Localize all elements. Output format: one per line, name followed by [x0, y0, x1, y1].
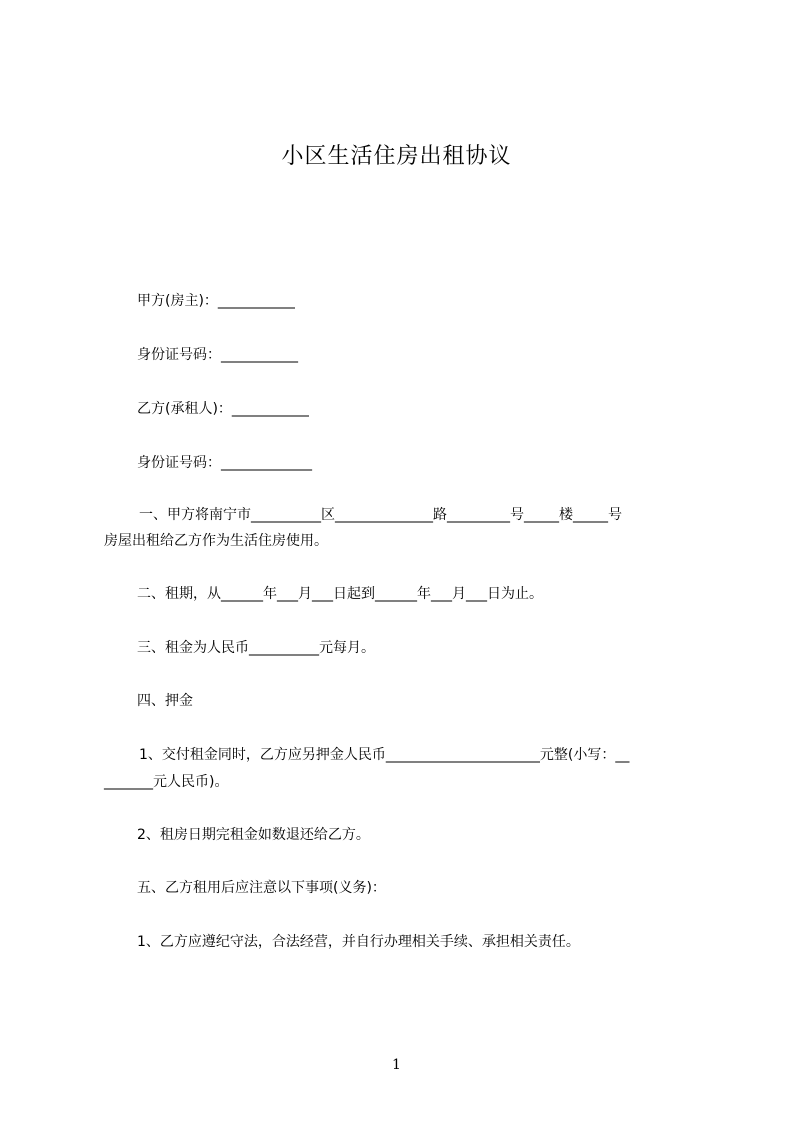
- clause-3-line: 三、租金为人民币__________元每月。: [137, 640, 375, 656]
- party-a-line: 甲方(房主)：___________: [137, 293, 295, 309]
- clause-2-line: 二、租期，从______年___月___日起到______年___月___日为止。: [137, 586, 543, 602]
- document-title: 小区生活住房出租协议: [281, 144, 512, 169]
- clause-5-heading: 五、乙方租用后应注意以下事项(义务)：: [137, 880, 386, 896]
- clause-4-heading: 四、押金: [137, 693, 193, 709]
- clause-4-item-1-line-2: _______元人民币)。: [104, 774, 229, 790]
- clause-1-line-1: 一、甲方将南宁市__________区______________路_________号_____楼_____号: [139, 507, 622, 523]
- clause-1-line-2: 房屋出租给乙方作为生活住房使用。: [104, 533, 328, 549]
- party-b-id-line: 身份证号码：_____________: [137, 455, 312, 471]
- clause-5-item-1-line: 1、乙方应遵纪守法，合法经营，并自行办理相关手续、承担相关责任。: [137, 934, 580, 950]
- page-number: 1: [392, 1057, 401, 1073]
- party-b-line: 乙方(承租人)：___________: [137, 401, 309, 417]
- clause-4-item-1-line-1: 1、交付租金同时，乙方应另押金人民币______________________元整(小写：__: [139, 747, 630, 763]
- party-a-id-line: 身份证号码：___________: [137, 347, 298, 363]
- clause-4-item-2-line: 2、租房日期完租金如数退还给乙方。: [137, 827, 370, 843]
